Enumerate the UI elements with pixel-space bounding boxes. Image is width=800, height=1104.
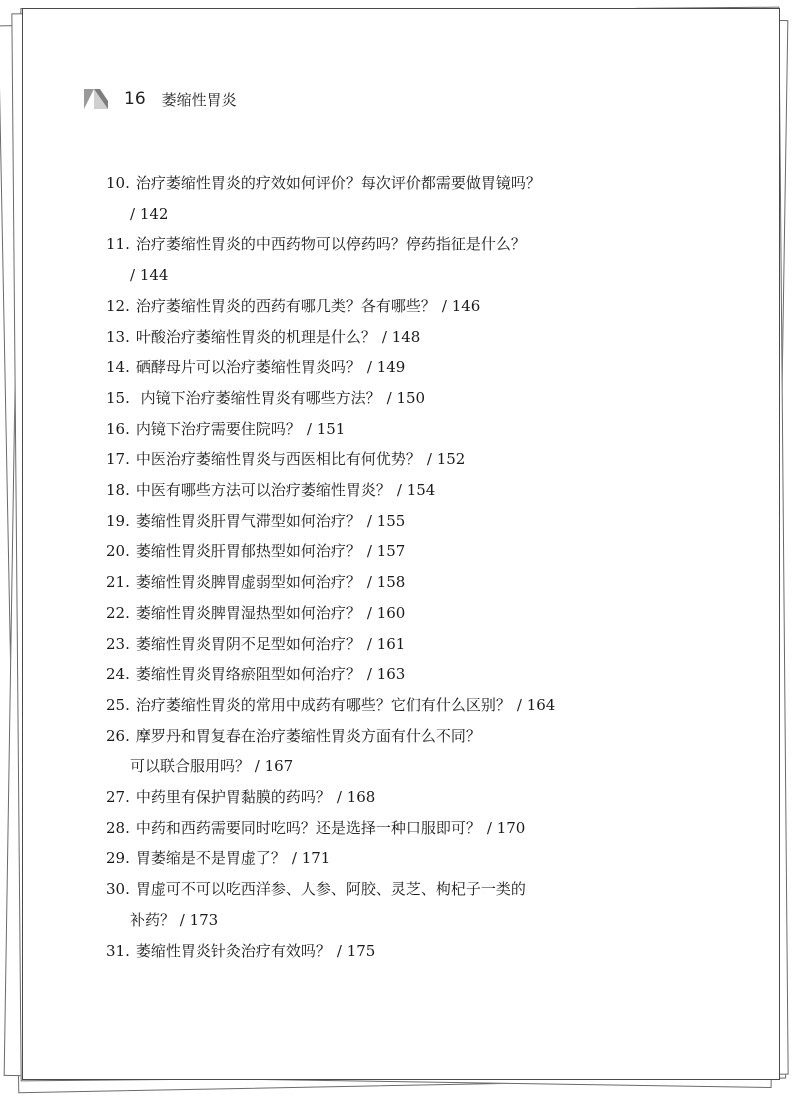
toc-entry[interactable]: 21. 萎缩性胃炎脾胃虚弱型如何治疗？ / 158: [106, 573, 406, 592]
toc-entry[interactable]: 31. 萎缩性胃炎针灸治疗有效吗？ / 175: [106, 941, 376, 960]
toc-entry[interactable]: 14. 硒酵母片可以治疗萎缩性胃炎吗？ / 149: [106, 358, 406, 377]
toc-entry[interactable]: 26. 摩罗丹和胃复春在治疗萎缩性胃炎方面有什么不同？ 可以联合服用吗？ / 167: [106, 726, 481, 776]
page-header: [84, 86, 237, 112]
page-number: 16: [124, 89, 146, 109]
toc-entry[interactable]: 29. 胃萎缩是不是胃虚了？ / 171: [106, 849, 331, 868]
toc-entry[interactable]: 19. 萎缩性胃炎肝胃气滞型如何治疗？ / 155: [106, 511, 406, 530]
toc-entry[interactable]: 30. 胃虚可不可以吃西洋参、人参、阿胶、灵芝、枸杞子一类的 补药？ / 173: [106, 880, 526, 929]
toc-entry[interactable]: 28. 中药和西药需要同时吃吗？还是选择一种口服即可？ / 170: [106, 818, 526, 837]
toc-entry[interactable]: 17. 中医治疗萎缩性胃炎与西医相比有何优势？ / 152: [106, 450, 466, 469]
toc-entry[interactable]: 20. 萎缩性胃炎肝胃郁热型如何治疗？ / 157: [106, 542, 406, 561]
corner-mark-icon: [84, 89, 108, 109]
toc-entry[interactable]: 10. 治疗萎缩性胃炎的疗效如何评价？每次评价都需要做胃镜吗？ / 142: [106, 174, 541, 223]
toc-entry[interactable]: 12. 治疗萎缩性胃炎的西药有哪几类？各有哪些？ / 146: [106, 296, 481, 315]
toc-entry[interactable]: 23. 萎缩性胃炎胃阴不足型如何治疗？ / 161: [106, 634, 406, 653]
toc-entry[interactable]: 25. 治疗萎缩性胃炎的常用中成药有哪些？它们有什么区别？ / 164: [106, 695, 556, 714]
toc-entry[interactable]: 16. 内镜下治疗需要住院吗？ / 151: [106, 419, 346, 438]
toc-entry[interactable]: 24. 萎缩性胃炎胃络瘀阻型如何治疗？ / 163: [106, 665, 406, 684]
toc-entry[interactable]: 27. 中药里有保护胃黏膜的药吗？ / 168: [106, 788, 376, 807]
chapter-title: 萎缩性胃炎: [161, 90, 237, 109]
toc-entry[interactable]: 22. 萎缩性胃炎脾胃湿热型如何治疗？ / 160: [106, 603, 406, 622]
toc-entry[interactable]: 18. 中医有哪些方法可以治疗萎缩性胃炎？ / 154: [106, 481, 436, 500]
table-of-contents: [106, 168, 736, 966]
toc-entry[interactable]: 13. 叶酸治疗萎缩性胃炎的机理是什么？ / 148: [106, 327, 421, 346]
toc-entry[interactable]: 11. 治疗萎缩性胃炎的中西药物可以停药吗？停药指征是什么？ / 144: [106, 235, 526, 285]
toc-entry[interactable]: 15. 内镜下治疗萎缩性胃炎有哪些方法？ / 150: [106, 388, 426, 407]
